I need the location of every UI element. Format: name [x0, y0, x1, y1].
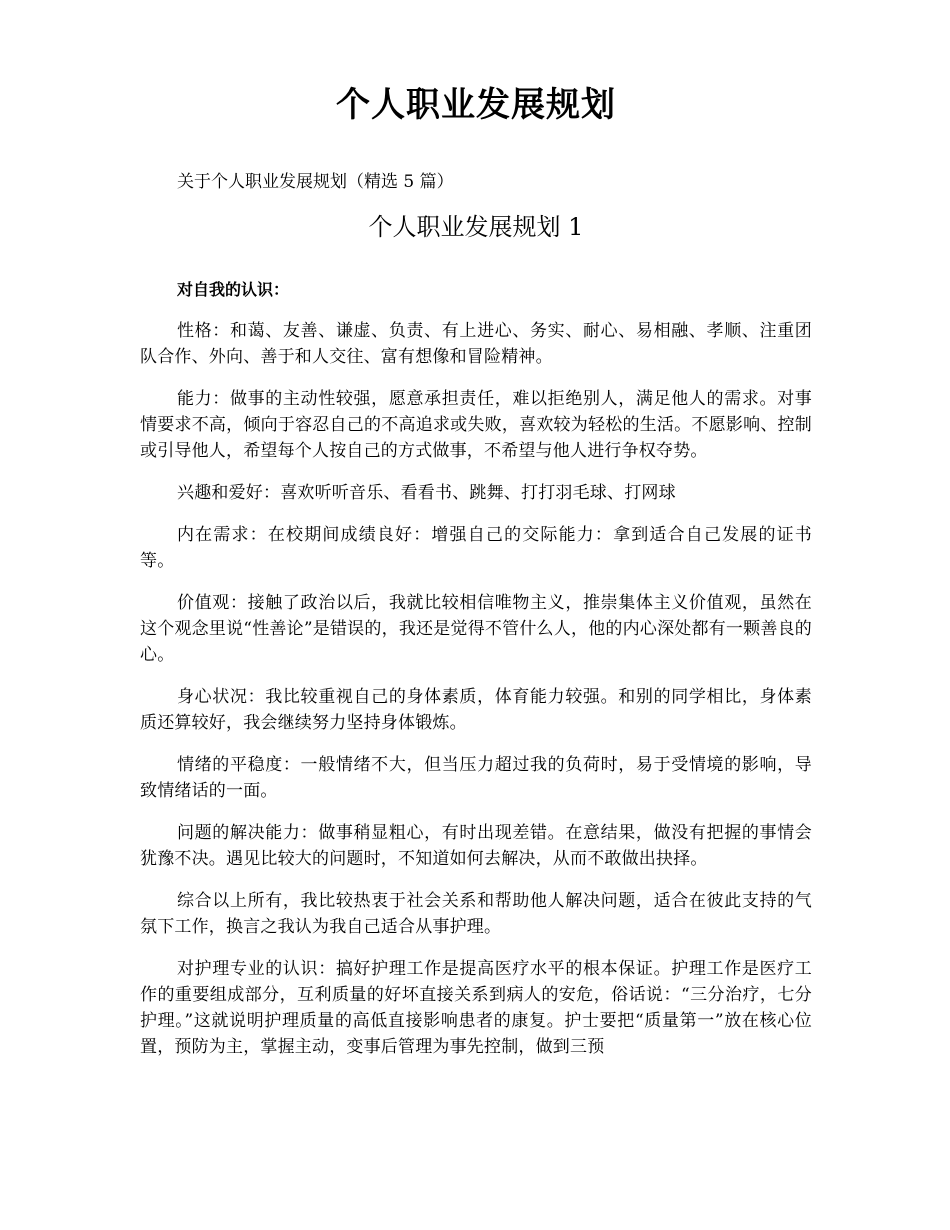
self-awareness-label: 对自我的认识：: [177, 280, 290, 299]
paragraph-summary: 综合以上所有，我比较热衷于社会关系和帮助他人解决问题，适合在彼此支持的气氛下工作，换言之我认为我自己适合从事护理。: [140, 891, 812, 937]
section-heading: 个人职业发展规划 1: [368, 213, 584, 241]
paragraph-problem-solving: 问题的解决能力：做事稍显粗心，有时出现差错。在意结果，做没有把握的事情会犹豫不决。遇见比较大的问题时，不知道如何去解决，从而不敢做出抉择。: [140, 823, 812, 869]
paragraph-emotional-stability: 情绪的平稳度：一般情绪不大，但当压力超过我的负荷时，易于受情境的影响，导致情绪话的一面。: [140, 755, 812, 801]
document-title: 个人职业发展规划: [336, 85, 616, 125]
paragraph-personality: 性格：和蔼、友善、谦虚、负责、有上进心、务实、耐心、易相融、孝顺、注重团队合作、外向、善于和人交往、富有想像和冒险精神。: [140, 321, 812, 367]
paragraph-inner-needs: 内在需求：在校期间成绩良好：增强自己的交际能力：拿到适合自己发展的证书等。: [140, 525, 812, 571]
body-text: [140, 318, 812, 1076]
paragraph-interests: 兴趣和爱好：喜欢听听音乐、看看书、跳舞、打打羽毛球、打网球: [177, 483, 676, 503]
paragraph-values: 价值观：接触了政治以后，我就比较相信唯物主义，推崇集体主义价值观，虽然在这个观念里说“性善论”是错误的，我还是觉得不管什么人，他的内心深处都有一颗善良的心。: [140, 593, 812, 665]
paragraph-nursing-awareness: 对护理专业的认识：搞好护理工作是提高医疗水平的根本保证。护理工作是医疗工作的重要组成部分，互利质量的好坏直接关系到病人的安危，俗话说：“三分治疗，七分护理。”这就说明护理质量的高低直接影响患者的康复。护士要把“质量第一”放在核心位置，预防为主，掌握主动，变事后管理为事先控制，做到三预: [140, 959, 812, 1057]
paragraph-ability: 能力：做事的主动性较强，愿意承担责任，难以拒绝别人，满足他人的需求。对事情要求不高，倾向于容忍自己的不高追求或失败，喜欢较为轻松的生活。不愿影响、控制或引导他人，希望每个人按自己的方式做事，不希望与他人进行争权夺势。: [140, 389, 812, 461]
paragraph-physical-mental: 身心状况：我比较重视自己的身体素质，体育能力较强。和别的同学相比，身体素质还算较好，我会继续努力坚持身体锻炼。: [140, 687, 812, 733]
document-subtitle: 关于个人职业发展规划（精选 5 篇）: [177, 172, 454, 192]
